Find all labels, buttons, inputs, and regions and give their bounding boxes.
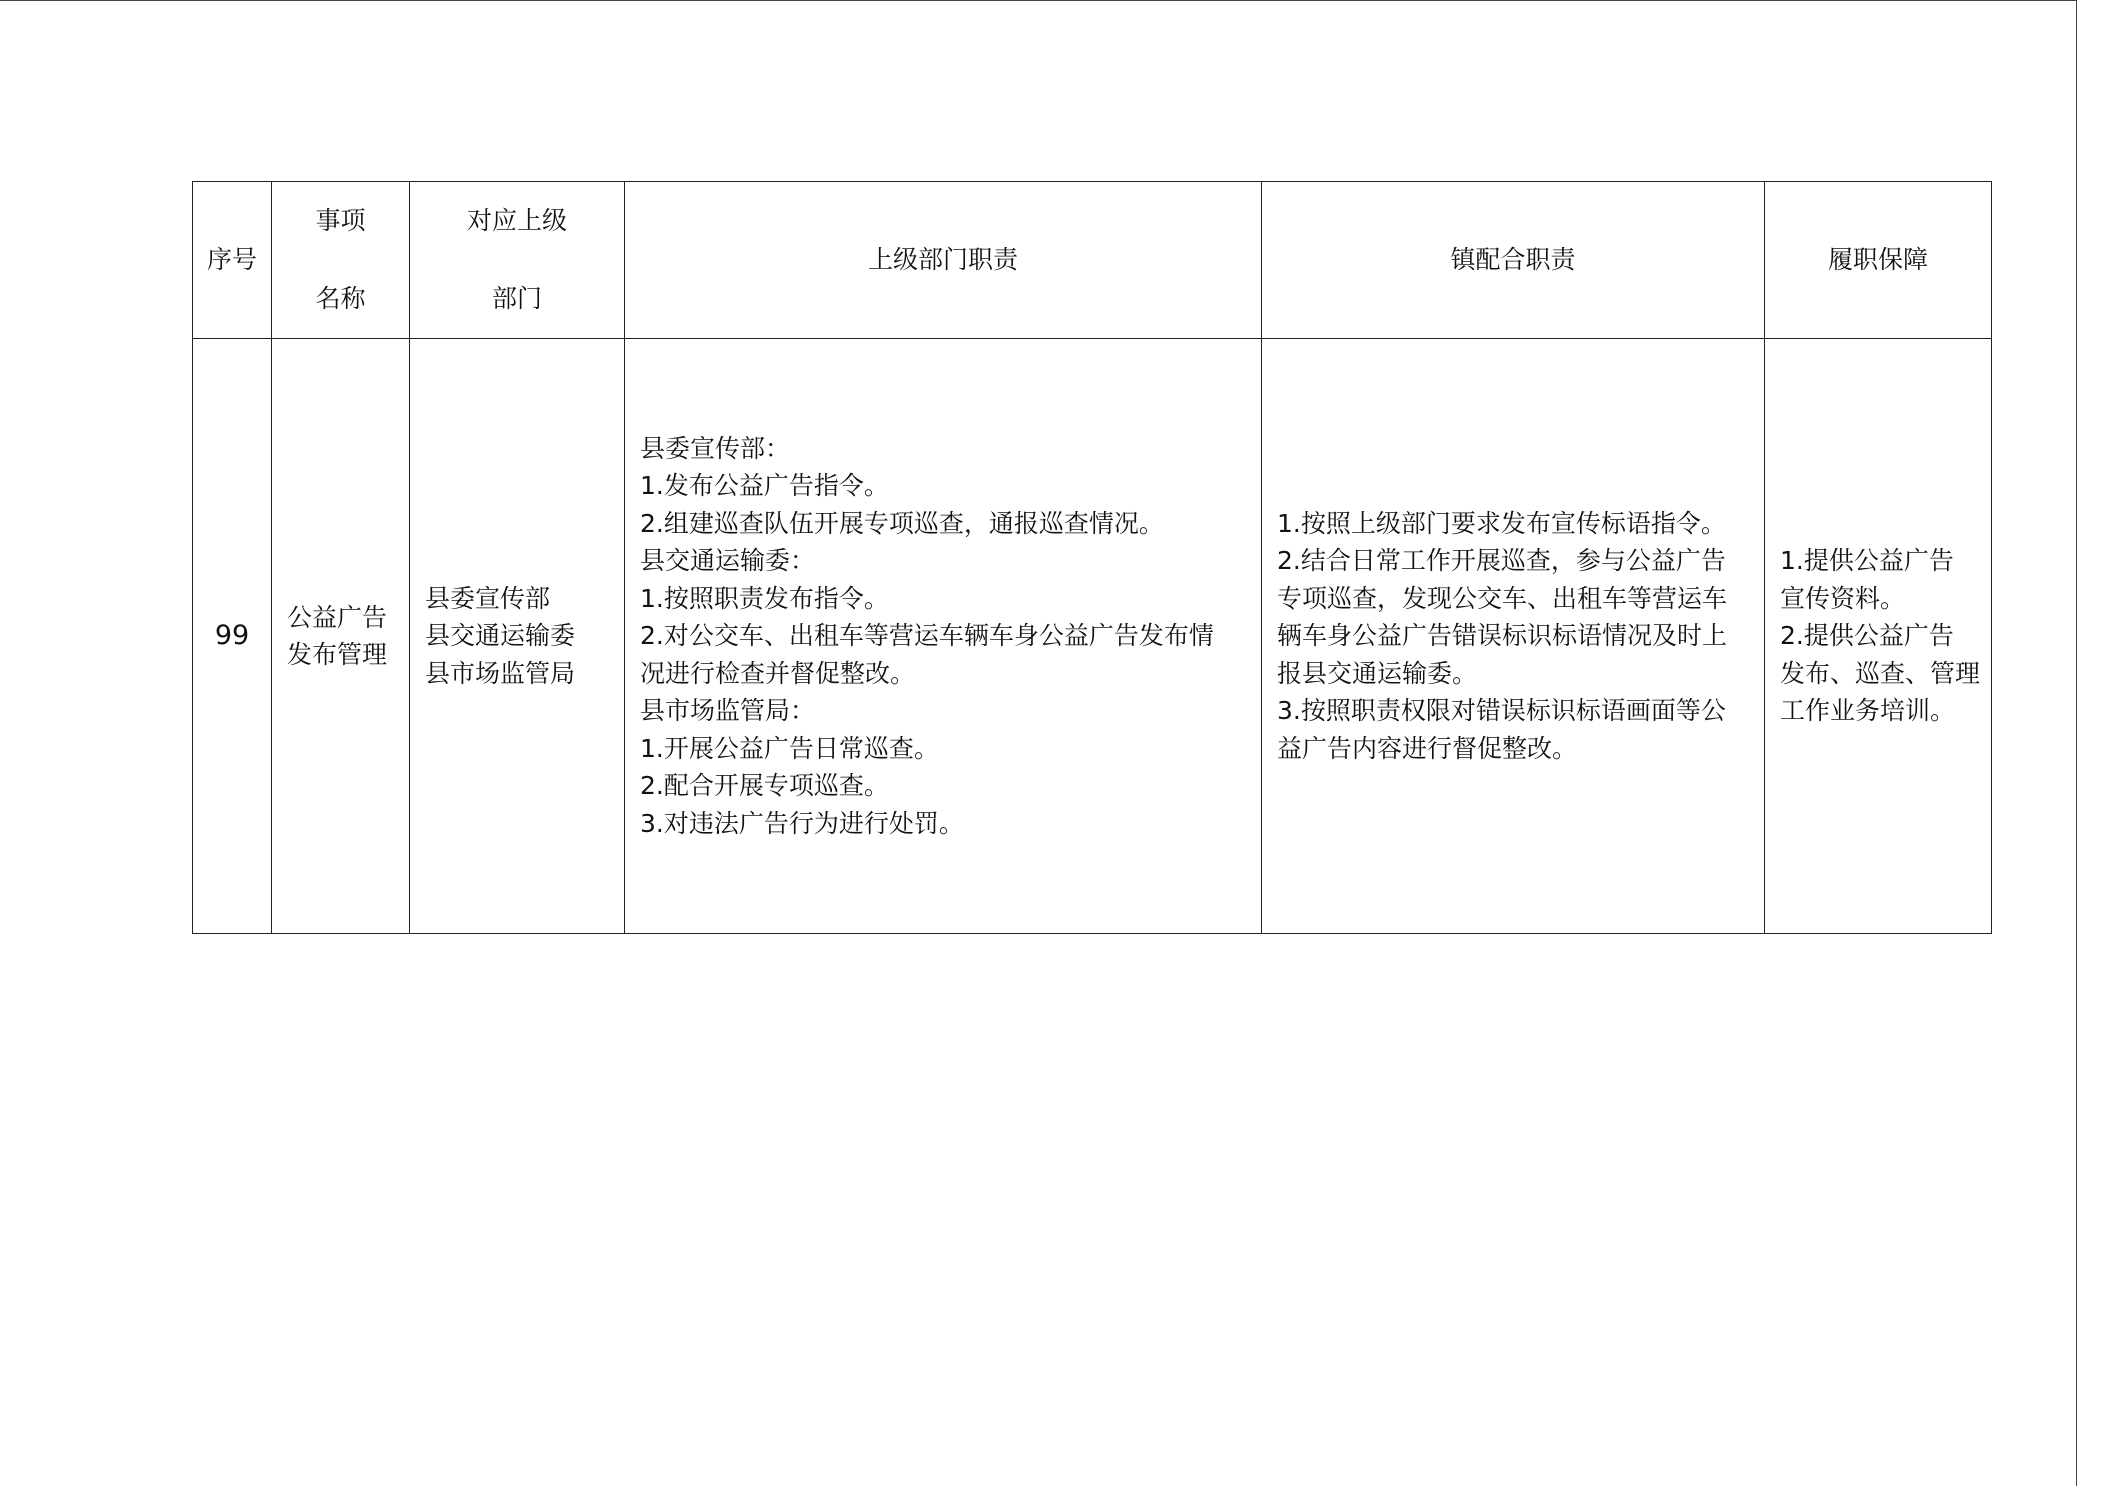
guarantee-line: 2.提供公益广告 bbox=[1780, 621, 1954, 651]
guarantee-line: 工作业务培训。 bbox=[1780, 696, 1956, 726]
header-guarantee-label: 履职保障 bbox=[1827, 245, 1928, 275]
row-town-duties-cell bbox=[1262, 339, 1765, 934]
upper-duty-line: 县交通运输委： bbox=[640, 546, 816, 576]
guarantee-line: 发布、巡查、管理 bbox=[1780, 658, 1981, 688]
town-duty-line: 辆车身公益广告错误标识标语情况及时上 bbox=[1277, 621, 1728, 651]
upper-duty-line: 2.对公交车、出租车等营运车辆车身公益广告发布情 bbox=[640, 621, 1214, 651]
header-upper-dept-line: 对应上级 bbox=[466, 206, 567, 235]
row-upper-dept-line: 县交通运输委 bbox=[425, 621, 576, 651]
header-town-duties bbox=[1262, 182, 1765, 339]
upper-duty-line: 县市场监管局： bbox=[640, 696, 816, 726]
header-seq bbox=[193, 182, 272, 339]
row-upper-dept-line: 县委宣传部 bbox=[425, 583, 551, 613]
row-item-name-cell bbox=[272, 339, 410, 934]
upper-duty-line: 3.对违法广告行为进行处罚。 bbox=[640, 808, 964, 838]
header-item-name-line: 名称 bbox=[315, 284, 366, 313]
upper-duty-line: 2.组建巡查队伍开展专项巡查，通报巡查情况。 bbox=[640, 508, 1164, 538]
row-seq: 99 bbox=[214, 620, 250, 652]
upper-duty-line: 1.开展公益广告日常巡查。 bbox=[640, 733, 939, 763]
header-upper-dept bbox=[410, 182, 625, 339]
town-duty-line: 3.按照职责权限对错误标识标语画面等公 bbox=[1277, 696, 1726, 726]
row-upper-duties-cell bbox=[625, 339, 1262, 934]
header-town-duties-label: 镇配合职责 bbox=[1450, 245, 1576, 275]
duty-table bbox=[192, 181, 1992, 934]
upper-duty-line: 况进行检查并督促整改。 bbox=[640, 658, 916, 688]
header-seq-label: 序号 bbox=[206, 245, 257, 275]
guarantee-line: 1.提供公益广告 bbox=[1780, 546, 1954, 576]
town-duty-line: 1.按照上级部门要求发布宣传标语指令。 bbox=[1277, 508, 1726, 538]
row-seq-cell bbox=[193, 339, 272, 934]
row-upper-dept-cell bbox=[410, 339, 625, 934]
header-item-name bbox=[272, 182, 410, 339]
upper-duty-line: 2.配合开展专项巡查。 bbox=[640, 771, 889, 801]
table-header-row bbox=[193, 182, 1992, 339]
upper-duty-line: 1.按照职责发布指令。 bbox=[640, 583, 889, 613]
header-item-name-line: 事项 bbox=[315, 206, 366, 235]
header-upper-dept-line: 部门 bbox=[491, 284, 542, 313]
row-guarantee-cell bbox=[1765, 339, 1992, 934]
row-item-name-line: 公益广告 bbox=[287, 602, 388, 632]
upper-duty-line: 1.发布公益广告指令。 bbox=[640, 471, 889, 501]
header-upper-duties-label: 上级部门职责 bbox=[867, 245, 1018, 275]
town-duty-line: 2.结合日常工作开展巡查，参与公益广告 bbox=[1277, 546, 1726, 576]
town-duty-line: 报县交通运输委。 bbox=[1277, 658, 1478, 688]
header-upper-duties bbox=[625, 182, 1262, 339]
town-duty-line: 专项巡查，发现公交车、出租车等营运车 bbox=[1277, 583, 1728, 613]
town-duty-line: 益广告内容进行督促整改。 bbox=[1277, 733, 1578, 763]
header-guarantee bbox=[1765, 182, 1992, 339]
guarantee-line: 宣传资料。 bbox=[1780, 583, 1906, 613]
row-item-name-line: 发布管理 bbox=[287, 640, 388, 669]
upper-duty-line: 县委宣传部： bbox=[640, 433, 791, 463]
row-upper-dept-line: 县市场监管局 bbox=[425, 658, 576, 688]
table-row bbox=[193, 339, 1992, 934]
